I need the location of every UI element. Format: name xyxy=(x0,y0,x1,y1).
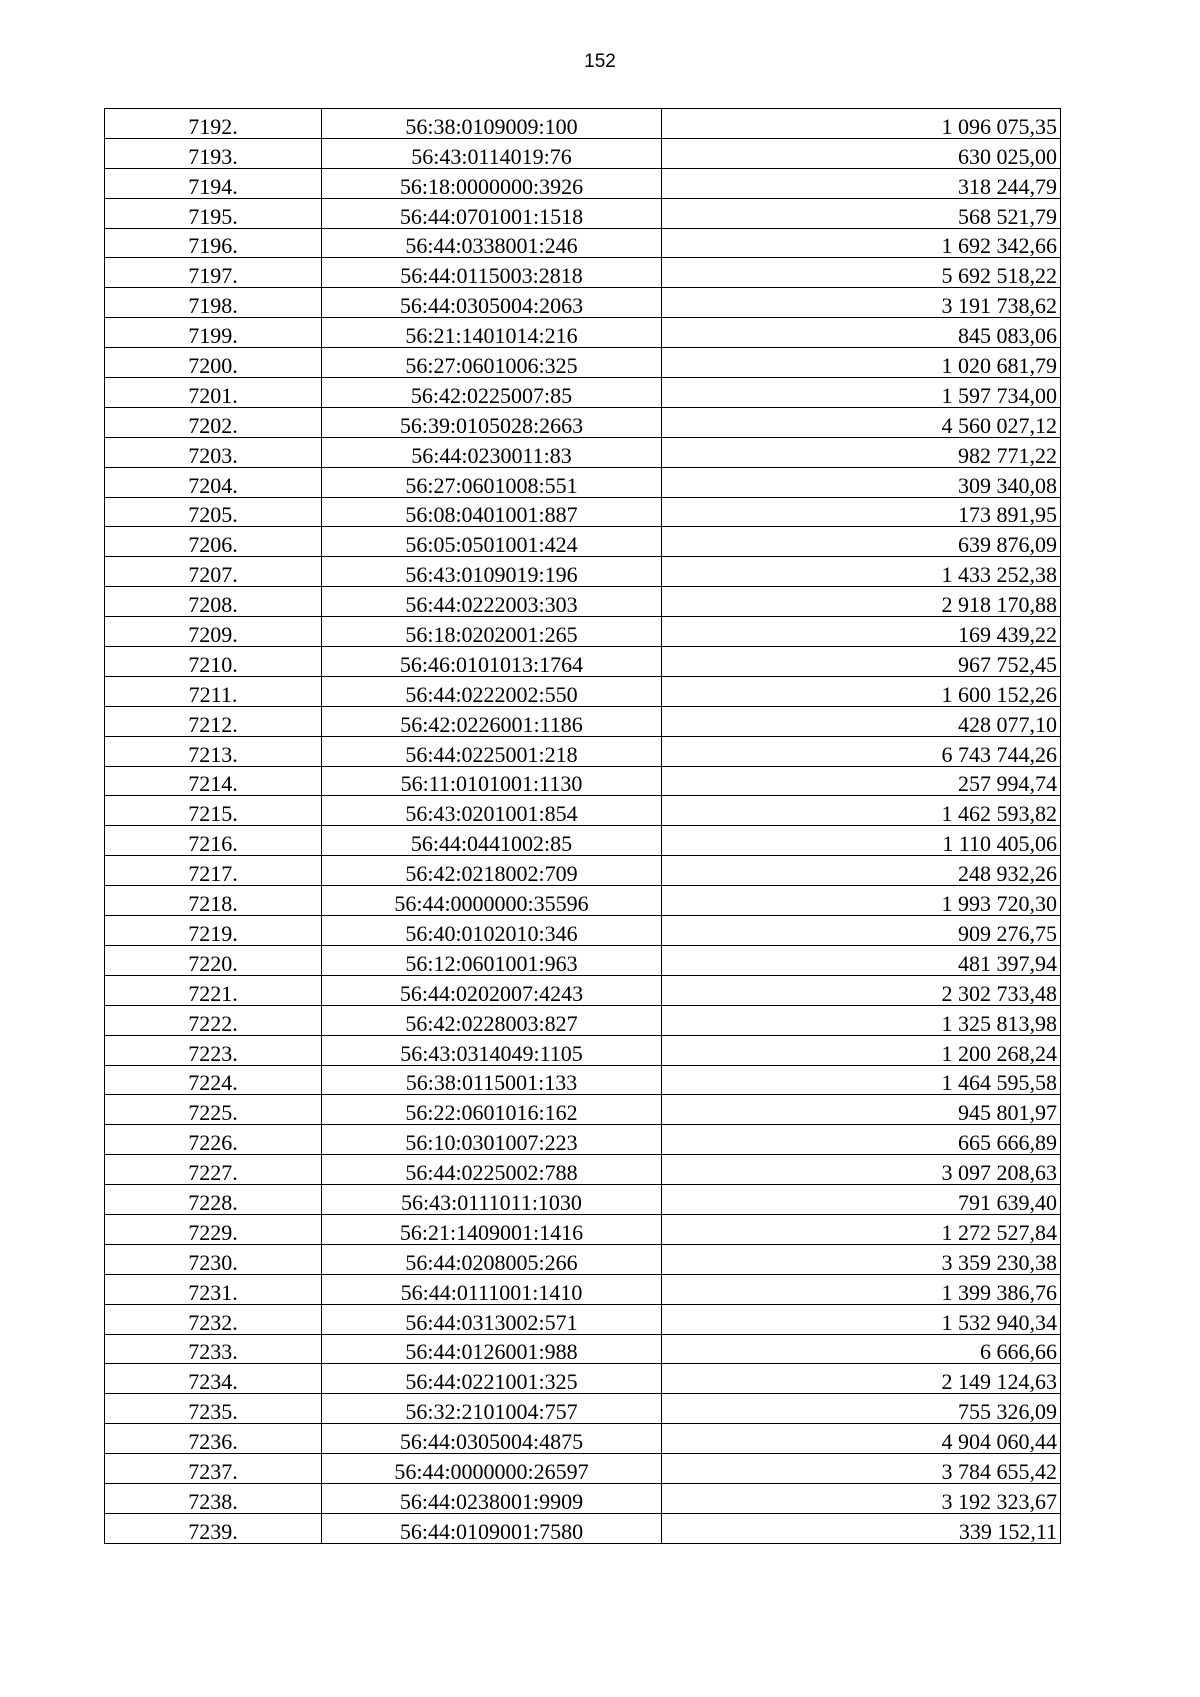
row-number-cell: 7212. xyxy=(105,706,322,736)
cadastral-number-cell: 56:32:2101004:757 xyxy=(322,1394,662,1424)
cadastral-number-cell: 56:44:0126001:988 xyxy=(322,1334,662,1364)
table-row xyxy=(105,676,1061,706)
cadastral-number-cell: 56:44:0338001:246 xyxy=(322,228,662,258)
table-row xyxy=(105,617,1061,647)
cadastral-number-cell: 56:43:0109019:196 xyxy=(322,557,662,587)
cadastral-value-cell: 2 149 124,63 xyxy=(662,1364,1061,1394)
cadastral-number-cell: 56:42:0226001:1186 xyxy=(322,706,662,736)
row-number-cell: 7192. xyxy=(105,109,322,139)
row-number-cell: 7237. xyxy=(105,1454,322,1484)
table-row xyxy=(105,557,1061,587)
row-number-cell: 7217. xyxy=(105,856,322,886)
cadastral-number-cell: 56:43:0114019:76 xyxy=(322,138,662,168)
table-row xyxy=(105,1424,1061,1454)
row-number-cell: 7229. xyxy=(105,1214,322,1244)
table-row xyxy=(105,1185,1061,1215)
cadastral-number-cell: 56:10:0301007:223 xyxy=(322,1125,662,1155)
table-row xyxy=(105,706,1061,736)
cadastral-number-cell: 56:44:0222003:303 xyxy=(322,587,662,617)
cadastral-value-cell: 1 600 152,26 xyxy=(662,676,1061,706)
cadastral-value-cell: 1 532 940,34 xyxy=(662,1304,1061,1334)
table-row xyxy=(105,1214,1061,1244)
row-number-cell: 7216. xyxy=(105,826,322,856)
table-row xyxy=(105,437,1061,467)
cadastral-number-cell: 56:44:0305004:2063 xyxy=(322,288,662,318)
row-number-cell: 7232. xyxy=(105,1304,322,1334)
row-number-cell: 7239. xyxy=(105,1513,322,1543)
row-number-cell: 7203. xyxy=(105,437,322,467)
cadastral-value-cell: 1 200 268,24 xyxy=(662,1035,1061,1065)
page-number: 152 xyxy=(584,51,616,72)
cadastral-number-cell: 56:44:0222002:550 xyxy=(322,676,662,706)
cadastral-value-cell: 6 666,66 xyxy=(662,1334,1061,1364)
table-row xyxy=(105,109,1061,139)
cadastral-value-cell: 791 639,40 xyxy=(662,1185,1061,1215)
row-number-cell: 7227. xyxy=(105,1155,322,1185)
cadastral-value-cell: 3 359 230,38 xyxy=(662,1244,1061,1274)
cadastral-number-cell: 56:05:0501001:424 xyxy=(322,527,662,557)
cadastral-number-cell: 56:44:0109001:7580 xyxy=(322,1513,662,1543)
row-number-cell: 7204. xyxy=(105,467,322,497)
table-row xyxy=(105,1334,1061,1364)
table-row xyxy=(105,1274,1061,1304)
row-number-cell: 7234. xyxy=(105,1364,322,1394)
row-number-cell: 7193. xyxy=(105,138,322,168)
cadastral-value-cell: 428 077,10 xyxy=(662,706,1061,736)
row-number-cell: 7228. xyxy=(105,1185,322,1215)
cadastral-number-cell: 56:21:1401014:216 xyxy=(322,318,662,348)
table-row xyxy=(105,1244,1061,1274)
row-number-cell: 7223. xyxy=(105,1035,322,1065)
cadastral-value-cell: 6 743 744,26 xyxy=(662,736,1061,766)
row-number-cell: 7215. xyxy=(105,796,322,826)
table-row xyxy=(105,1155,1061,1185)
cadastral-number-cell: 56:44:0208005:266 xyxy=(322,1244,662,1274)
row-number-cell: 7230. xyxy=(105,1244,322,1274)
cadastral-number-cell: 56:44:0115003:2818 xyxy=(322,258,662,288)
row-number-cell: 7224. xyxy=(105,1065,322,1095)
cadastral-value-cell: 1 433 252,38 xyxy=(662,557,1061,587)
table-row xyxy=(105,1364,1061,1394)
cadastral-value-cell: 1 020 681,79 xyxy=(662,348,1061,378)
cadastral-value-cell: 4 904 060,44 xyxy=(662,1424,1061,1454)
cadastral-value-cell: 169 439,22 xyxy=(662,617,1061,647)
row-number-cell: 7200. xyxy=(105,348,322,378)
table-row xyxy=(105,736,1061,766)
cadastral-value-cell: 3 191 738,62 xyxy=(662,288,1061,318)
cadastral-number-cell: 56:44:0221001:325 xyxy=(322,1364,662,1394)
row-number-cell: 7218. xyxy=(105,886,322,916)
table-row xyxy=(105,1454,1061,1484)
row-number-cell: 7231. xyxy=(105,1274,322,1304)
table-row xyxy=(105,856,1061,886)
cadastral-number-cell: 56:11:0101001:1130 xyxy=(322,766,662,796)
table-row xyxy=(105,1035,1061,1065)
table-row xyxy=(105,796,1061,826)
table-row xyxy=(105,497,1061,527)
cadastral-number-cell: 56:44:0313002:571 xyxy=(322,1304,662,1334)
row-number-cell: 7226. xyxy=(105,1125,322,1155)
table-row xyxy=(105,288,1061,318)
cadastral-value-cell: 2 918 170,88 xyxy=(662,587,1061,617)
cadastral-number-cell: 56:38:0109009:100 xyxy=(322,109,662,139)
row-number-cell: 7206. xyxy=(105,527,322,557)
row-number-cell: 7220. xyxy=(105,945,322,975)
cadastral-value-cell: 318 244,79 xyxy=(662,168,1061,198)
row-number-cell: 7201. xyxy=(105,378,322,408)
row-number-cell: 7208. xyxy=(105,587,322,617)
cadastral-value-cell: 665 666,89 xyxy=(662,1125,1061,1155)
row-number-cell: 7214. xyxy=(105,766,322,796)
cadastral-value-cell: 339 152,11 xyxy=(662,1513,1061,1543)
cadastral-number-cell: 56:44:0305004:4875 xyxy=(322,1424,662,1454)
table-row xyxy=(105,348,1061,378)
table-row xyxy=(105,975,1061,1005)
cadastral-number-cell: 56:08:0401001:887 xyxy=(322,497,662,527)
cadastral-number-cell: 56:43:0111011:1030 xyxy=(322,1185,662,1215)
table-row xyxy=(105,228,1061,258)
cadastral-value-cell: 248 932,26 xyxy=(662,856,1061,886)
cadastral-number-cell: 56:43:0201001:854 xyxy=(322,796,662,826)
table-row xyxy=(105,138,1061,168)
table-row xyxy=(105,527,1061,557)
row-number-cell: 7198. xyxy=(105,288,322,318)
cadastral-value-cell: 3 097 208,63 xyxy=(662,1155,1061,1185)
table-row xyxy=(105,1065,1061,1095)
cadastral-value-cell: 1 692 342,66 xyxy=(662,228,1061,258)
cadastral-value-cell: 257 994,74 xyxy=(662,766,1061,796)
cadastral-value-cell: 1 325 813,98 xyxy=(662,1005,1061,1035)
row-number-cell: 7233. xyxy=(105,1334,322,1364)
cadastral-value-cell: 1 462 593,82 xyxy=(662,796,1061,826)
cadastral-number-cell: 56:18:0000000:3926 xyxy=(322,168,662,198)
row-number-cell: 7211. xyxy=(105,676,322,706)
cadastral-number-cell: 56:21:1409001:1416 xyxy=(322,1214,662,1244)
row-number-cell: 7236. xyxy=(105,1424,322,1454)
table-row xyxy=(105,198,1061,228)
table-row xyxy=(105,1095,1061,1125)
cadastral-value-cell: 1 096 075,35 xyxy=(662,109,1061,139)
row-number-cell: 7205. xyxy=(105,497,322,527)
cadastral-number-cell: 56:44:0225002:788 xyxy=(322,1155,662,1185)
cadastral-number-cell: 56:27:0601008:551 xyxy=(322,467,662,497)
row-number-cell: 7221. xyxy=(105,975,322,1005)
row-number-cell: 7235. xyxy=(105,1394,322,1424)
table-row xyxy=(105,886,1061,916)
cadastral-value-cell: 3 784 655,42 xyxy=(662,1454,1061,1484)
cadastral-number-cell: 56:44:0225001:218 xyxy=(322,736,662,766)
cadastral-number-cell: 56:44:0441002:85 xyxy=(322,826,662,856)
cadastral-value-cell: 630 025,00 xyxy=(662,138,1061,168)
cadastral-value-cell: 5 692 518,22 xyxy=(662,258,1061,288)
row-number-cell: 7202. xyxy=(105,407,322,437)
cadastral-value-cell: 1 110 405,06 xyxy=(662,826,1061,856)
cadastral-value-cell: 4 560 027,12 xyxy=(662,407,1061,437)
cadastral-value-cell: 1 464 595,58 xyxy=(662,1065,1061,1095)
table-row xyxy=(105,1005,1061,1035)
cadastral-value-cell: 909 276,75 xyxy=(662,916,1061,946)
table-row xyxy=(105,258,1061,288)
cadastral-value-cell: 173 891,95 xyxy=(662,497,1061,527)
row-number-cell: 7213. xyxy=(105,736,322,766)
table-row xyxy=(105,826,1061,856)
table-row xyxy=(105,378,1061,408)
cadastral-number-cell: 56:44:0111001:1410 xyxy=(322,1274,662,1304)
cadastral-value-table xyxy=(104,108,1061,1544)
cadastral-value-cell: 309 340,08 xyxy=(662,467,1061,497)
cadastral-number-cell: 56:43:0314049:1105 xyxy=(322,1035,662,1065)
cadastral-number-cell: 56:18:0202001:265 xyxy=(322,617,662,647)
row-number-cell: 7225. xyxy=(105,1095,322,1125)
table-row xyxy=(105,1513,1061,1543)
cadastral-number-cell: 56:39:0105028:2663 xyxy=(322,407,662,437)
cadastral-number-cell: 56:42:0228003:827 xyxy=(322,1005,662,1035)
table-row xyxy=(105,945,1061,975)
row-number-cell: 7210. xyxy=(105,647,322,677)
table-row xyxy=(105,647,1061,677)
cadastral-value-cell: 1 597 734,00 xyxy=(662,378,1061,408)
cadastral-number-cell: 56:22:0601016:162 xyxy=(322,1095,662,1125)
cadastral-number-cell: 56:40:0102010:346 xyxy=(322,916,662,946)
row-number-cell: 7207. xyxy=(105,557,322,587)
cadastral-number-cell: 56:44:0701001:1518 xyxy=(322,198,662,228)
table-row xyxy=(105,766,1061,796)
row-number-cell: 7222. xyxy=(105,1005,322,1035)
cadastral-number-cell: 56:44:0000000:35596 xyxy=(322,886,662,916)
cadastral-value-cell: 755 326,09 xyxy=(662,1394,1061,1424)
cadastral-value-cell: 2 302 733,48 xyxy=(662,975,1061,1005)
cadastral-number-cell: 56:44:0230011:83 xyxy=(322,437,662,467)
table-row xyxy=(105,1304,1061,1334)
row-number-cell: 7197. xyxy=(105,258,322,288)
table-row xyxy=(105,916,1061,946)
row-number-cell: 7195. xyxy=(105,198,322,228)
row-number-cell: 7196. xyxy=(105,228,322,258)
cadastral-number-cell: 56:12:0601001:963 xyxy=(322,945,662,975)
cadastral-number-cell: 56:44:0202007:4243 xyxy=(322,975,662,1005)
table-body xyxy=(105,109,1061,1544)
cadastral-number-cell: 56:42:0218002:709 xyxy=(322,856,662,886)
row-number-cell: 7219. xyxy=(105,916,322,946)
cadastral-value-cell: 639 876,09 xyxy=(662,527,1061,557)
cadastral-value-cell: 845 083,06 xyxy=(662,318,1061,348)
cadastral-number-cell: 56:42:0225007:85 xyxy=(322,378,662,408)
cadastral-value-cell: 945 801,97 xyxy=(662,1095,1061,1125)
cadastral-number-cell: 56:38:0115001:133 xyxy=(322,1065,662,1095)
cadastral-number-cell: 56:44:0238001:9909 xyxy=(322,1483,662,1513)
cadastral-value-cell: 3 192 323,67 xyxy=(662,1483,1061,1513)
cadastral-value-cell: 1 399 386,76 xyxy=(662,1274,1061,1304)
cadastral-value-cell: 1 993 720,30 xyxy=(662,886,1061,916)
table-row xyxy=(105,1394,1061,1424)
row-number-cell: 7199. xyxy=(105,318,322,348)
table-row xyxy=(105,587,1061,617)
row-number-cell: 7209. xyxy=(105,617,322,647)
cadastral-value-cell: 481 397,94 xyxy=(662,945,1061,975)
table-row xyxy=(105,1483,1061,1513)
cadastral-value-cell: 1 272 527,84 xyxy=(662,1214,1061,1244)
cadastral-number-cell: 56:46:0101013:1764 xyxy=(322,647,662,677)
table-row xyxy=(105,168,1061,198)
cadastral-number-cell: 56:44:0000000:26597 xyxy=(322,1454,662,1484)
cadastral-number-cell: 56:27:0601006:325 xyxy=(322,348,662,378)
row-number-cell: 7238. xyxy=(105,1483,322,1513)
cadastral-value-cell: 568 521,79 xyxy=(662,198,1061,228)
row-number-cell: 7194. xyxy=(105,168,322,198)
table-row xyxy=(105,1125,1061,1155)
cadastral-value-cell: 982 771,22 xyxy=(662,437,1061,467)
table-row xyxy=(105,467,1061,497)
table-row xyxy=(105,318,1061,348)
table-row xyxy=(105,407,1061,437)
cadastral-value-cell: 967 752,45 xyxy=(662,647,1061,677)
